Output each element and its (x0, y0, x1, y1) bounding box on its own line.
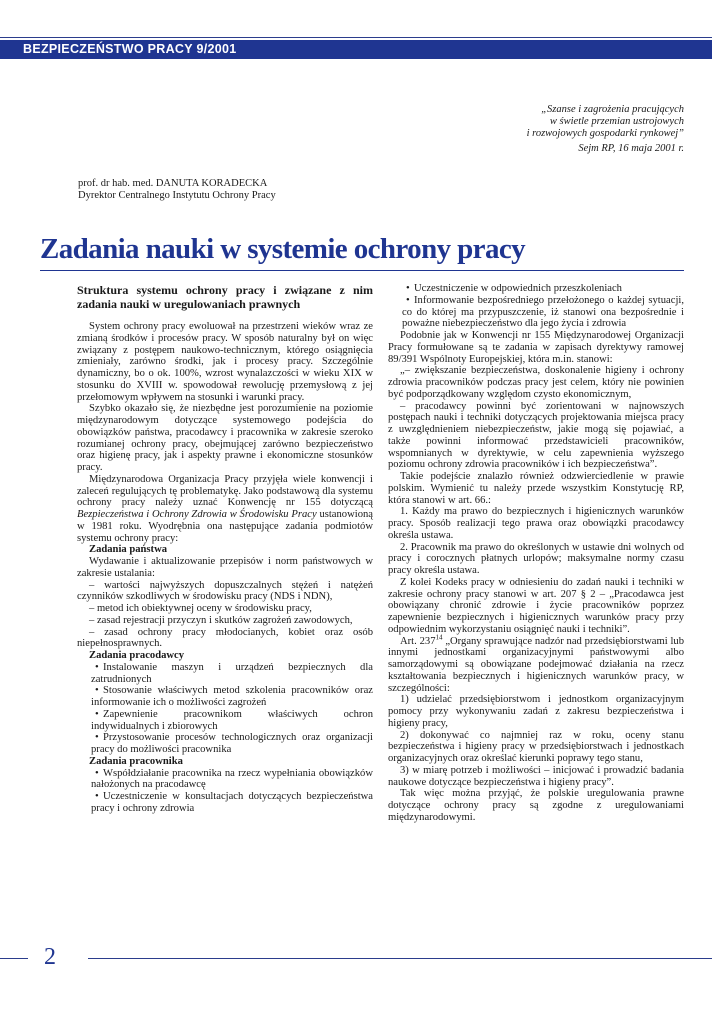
section-heading: Zadania państwa (89, 544, 168, 556)
epigraph-line: „Szanse i zagrożenia pracujących (541, 104, 684, 115)
paragraph: System ochrony pracy ewoluował na przestrzeni wieków wraz ze zmianą środków i procesów pracy. W sposób naturalny był on więc związany z postępem naukowo-technicznym, którego osiągnięcia zmieniały, zarówno środki, jak i procesy pracy. Szczególnie dynamiczny, bo o ok. 100%, wzrost wynalazczości w wieku XIX w stosunku do XVIII w. spowodował rewolucję przemysłową z jej przełomowym wpływem na stosunki i warunki pracy. (77, 321, 373, 403)
paragraph (388, 632, 685, 695)
author-affiliation: Dyrektor Centralnego Instytutu Ochrony Pracy (78, 190, 276, 201)
bullet-item: • Uczestniczenie w odpowiednich przeszkoleniach (388, 283, 684, 295)
paragraph: Wydawanie i aktualizowanie przepisów i norm państwowych w zakresie ustalania: (77, 556, 373, 579)
paragraph: 2. Pracownik ma prawo do określonych w ustawie dni wolnych od pracy i corocznych płatnych urlopów; maksymalne normy czasu pracy określa ustawa. (388, 541, 684, 576)
paragraph-text: Międzynarodowa Organizacja Pracy przyjęła wiele konwencji i zaleceń regulujących tę problematykę. Jako podstawową dla systemu ochrony pracy należy uznać Konwencję nr 155 dotyczącą (77, 473, 373, 509)
page-number: 2 (44, 944, 56, 970)
paragraph: „– zwiększanie bezpieczeństwa, doskonalenie higieny i ochrony zdrowia pracowników podczas pracy jest celem, który nie powinien być podporządkowany względom czysto ekonomicznym, (388, 365, 684, 400)
epigraph-line: i rozwojowych gospodarki rynkowej” (526, 128, 684, 139)
article-superscript: 14 (435, 632, 443, 641)
epigraph-source: Sejm RP, 16 maja 2001 r. (578, 143, 684, 154)
journal-title: BEZPIECZEŃSTWO PRACY 9/2001 (23, 42, 237, 56)
paragraph: 1. Każdy ma prawo do bezpiecznych i higienicznych warunków pracy. Sposób realizacji tego prawa oraz obowiązki pracodawcy określa ustawa. (388, 506, 684, 541)
article-subtitle: Struktura systemu ochrony pracy i związane z nim zadania nauki w uregulowaniach prawnych (77, 283, 373, 311)
paragraph: 3) w miarę potrzeb i możliwości – inicjować i prowadzić badania naukowe dotyczące bezpieczeństwa i higieny pracy”. (388, 764, 684, 788)
epigraph-line: w świetle przemian ustrojowych (549, 116, 684, 127)
header-top-rule (0, 37, 712, 38)
paragraph: Szybko okazało się, że niezbędne jest porozumienie na poziomie międzynarodowym dotyczące systemowego podejścia do obowiązków państwa, pracodawcy i pracownika w zakresie szeroko rozumianej ochrony pracy, obejmującej zarówno bezpieczeństwo oraz higienę pracy, jak i aspekty prawne i ekonomiczne stosunków pracy. (77, 403, 373, 473)
bullet-item: • Współdziałanie pracownika na rzecz wypełniania obowiązków nałożonych na pracodawcę (77, 768, 373, 792)
bullet-item: • Informowanie bezpośredniego przełożonego o każdej sytuacji, co do której ma przypuszczenie, iż stanowi ona bezpośrednie i poważne niebezpieczeństwo dla jego życia i zdrowia (388, 295, 684, 330)
paragraph: – pracodawcy powinni być zorientowani w najnowszych postępach nauki i techniki dotyczących projektowania miejsca pracy z uwzględnieniem niebezpieczeństw, jakie mogą się pojawiać, a także powinni informować przedstawicieli pracowników, wspomnianych w dyrektywie, w celu zapewnienia wyższego poziomu ochrony zdrowia pracowników i ich bezpieczeństwa”. (388, 400, 684, 471)
left-column (77, 283, 373, 815)
paragraph-text: ustanowioną w 1981 roku. Wyodrębnia ona następujące zadania podmiotów systemu ochrony pracy: (77, 509, 373, 544)
bullet-item: • Instalowanie maszyn i urządzeń bezpiecznych dla zatrudnionych (77, 662, 373, 686)
author-name: prof. dr hab. med. DANUTA KORADECKA (78, 178, 268, 189)
paragraph-text: „Organy sprawujące nadzór nad przedsiębiorstwami lub innymi jednostkami organizacyjnymi państwowymi albo samorządowymi są obowiązane podejmować działania na rzecz kształtowania bezpiecznych i higienicznych warunków pracy, w szczególności: (388, 635, 685, 694)
bullet-item: • Zapewnienie pracownikom właściwych ochron indywidualnych i zbiorowych (77, 709, 373, 733)
author-block (78, 178, 276, 202)
bullet-item: • Stosowanie właściwych metod szkolenia pracowników oraz informowanie ich o możliwości zagrożeń (77, 685, 373, 709)
bullet-item: • Przystosowanie procesów technologicznych oraz organizacji pracy do możliwości pracownika (77, 732, 373, 756)
dash-item: – metod ich obiektywnej oceny w środowisku pracy, (89, 603, 312, 614)
footer-rule-right (88, 958, 712, 959)
paragraph: Z kolei Kodeks pracy w odniesieniu do zadań nauki i techniki w zakresie ochrony pracy stanowi w art. 207 § 2 – „Pracodawca jest obowiązany chronić zdrowie i życie pracowników poprzez zapewnienie bezpiecznych i higienicznych warunków pracy przy odpowiednim wykorzystaniu osiągnięć nauki i techniki”. (388, 576, 684, 635)
article-title: Zadania nauki w systemie ochrony pracy (40, 233, 526, 265)
paragraph: Podobnie jak w Konwencji nr 155 Międzynarodowej Organizacji Pracy formułowane są te zadania w zapisach dyrektywy ramowej 89/391 Wspólnoty Europejskiej, która m.in. stanowi: (388, 330, 684, 365)
epigraph (424, 104, 684, 155)
paragraph: Tak więc można przyjąć, że polskie uregulowania prawne dotyczące ochrony pracy są zgodne z uregulowaniami międzynarodowymi. (388, 788, 684, 823)
footer-rule-left (0, 958, 28, 959)
paragraph: Takie podejście znalazło również odzwierciedlenie w prawie polskim. Wymienić tu należy przede wszystkim Konstytucję RP, która stanowi w art. 66.: (388, 471, 684, 506)
paragraph-text: Art. 237 (400, 635, 436, 647)
paragraph (77, 474, 373, 545)
convention-title: Bezpieczeństwa i Ochrony Zdrowia w Środowisku Pracy (77, 509, 317, 520)
paragraph: 2) dokonywać co najmniej raz w roku, oceny stanu bezpieczeństwa i higieny pracy w przedsiębiorstwach i jednostkach organizacyjnych oraz określać kierunki poprawy tego stanu, (388, 729, 684, 764)
right-column (388, 283, 684, 824)
section-heading: Zadania pracodawcy (89, 650, 185, 661)
paragraph: 1) udzielać przedsiębiorstwom i jednostkom organizacyjnym pomocy przy wykonywaniu zadań z zakresu bezpieczeństwa i higieny pracy, (388, 694, 684, 729)
dash-item: – zasad ochrony pracy młodocianych, kobiet oraz osób niepełnosprawnych. (77, 626, 373, 650)
bullet-item: • Uczestniczenie w konsultacjach dotyczących bezpieczeństwa pracy i ochrony zdrowia (77, 791, 373, 815)
title-rule (40, 270, 684, 271)
section-heading: Zadania pracownika (89, 755, 183, 767)
dash-item: – zasad rejestracji przyczyn i skutków zagrożeń zawodowych, (89, 614, 353, 626)
dash-item: – wartości najwyższych dopuszczalnych stężeń i natężeń czynników szkodliwych w środowisku pracy (NDS i NDN), (77, 579, 373, 603)
